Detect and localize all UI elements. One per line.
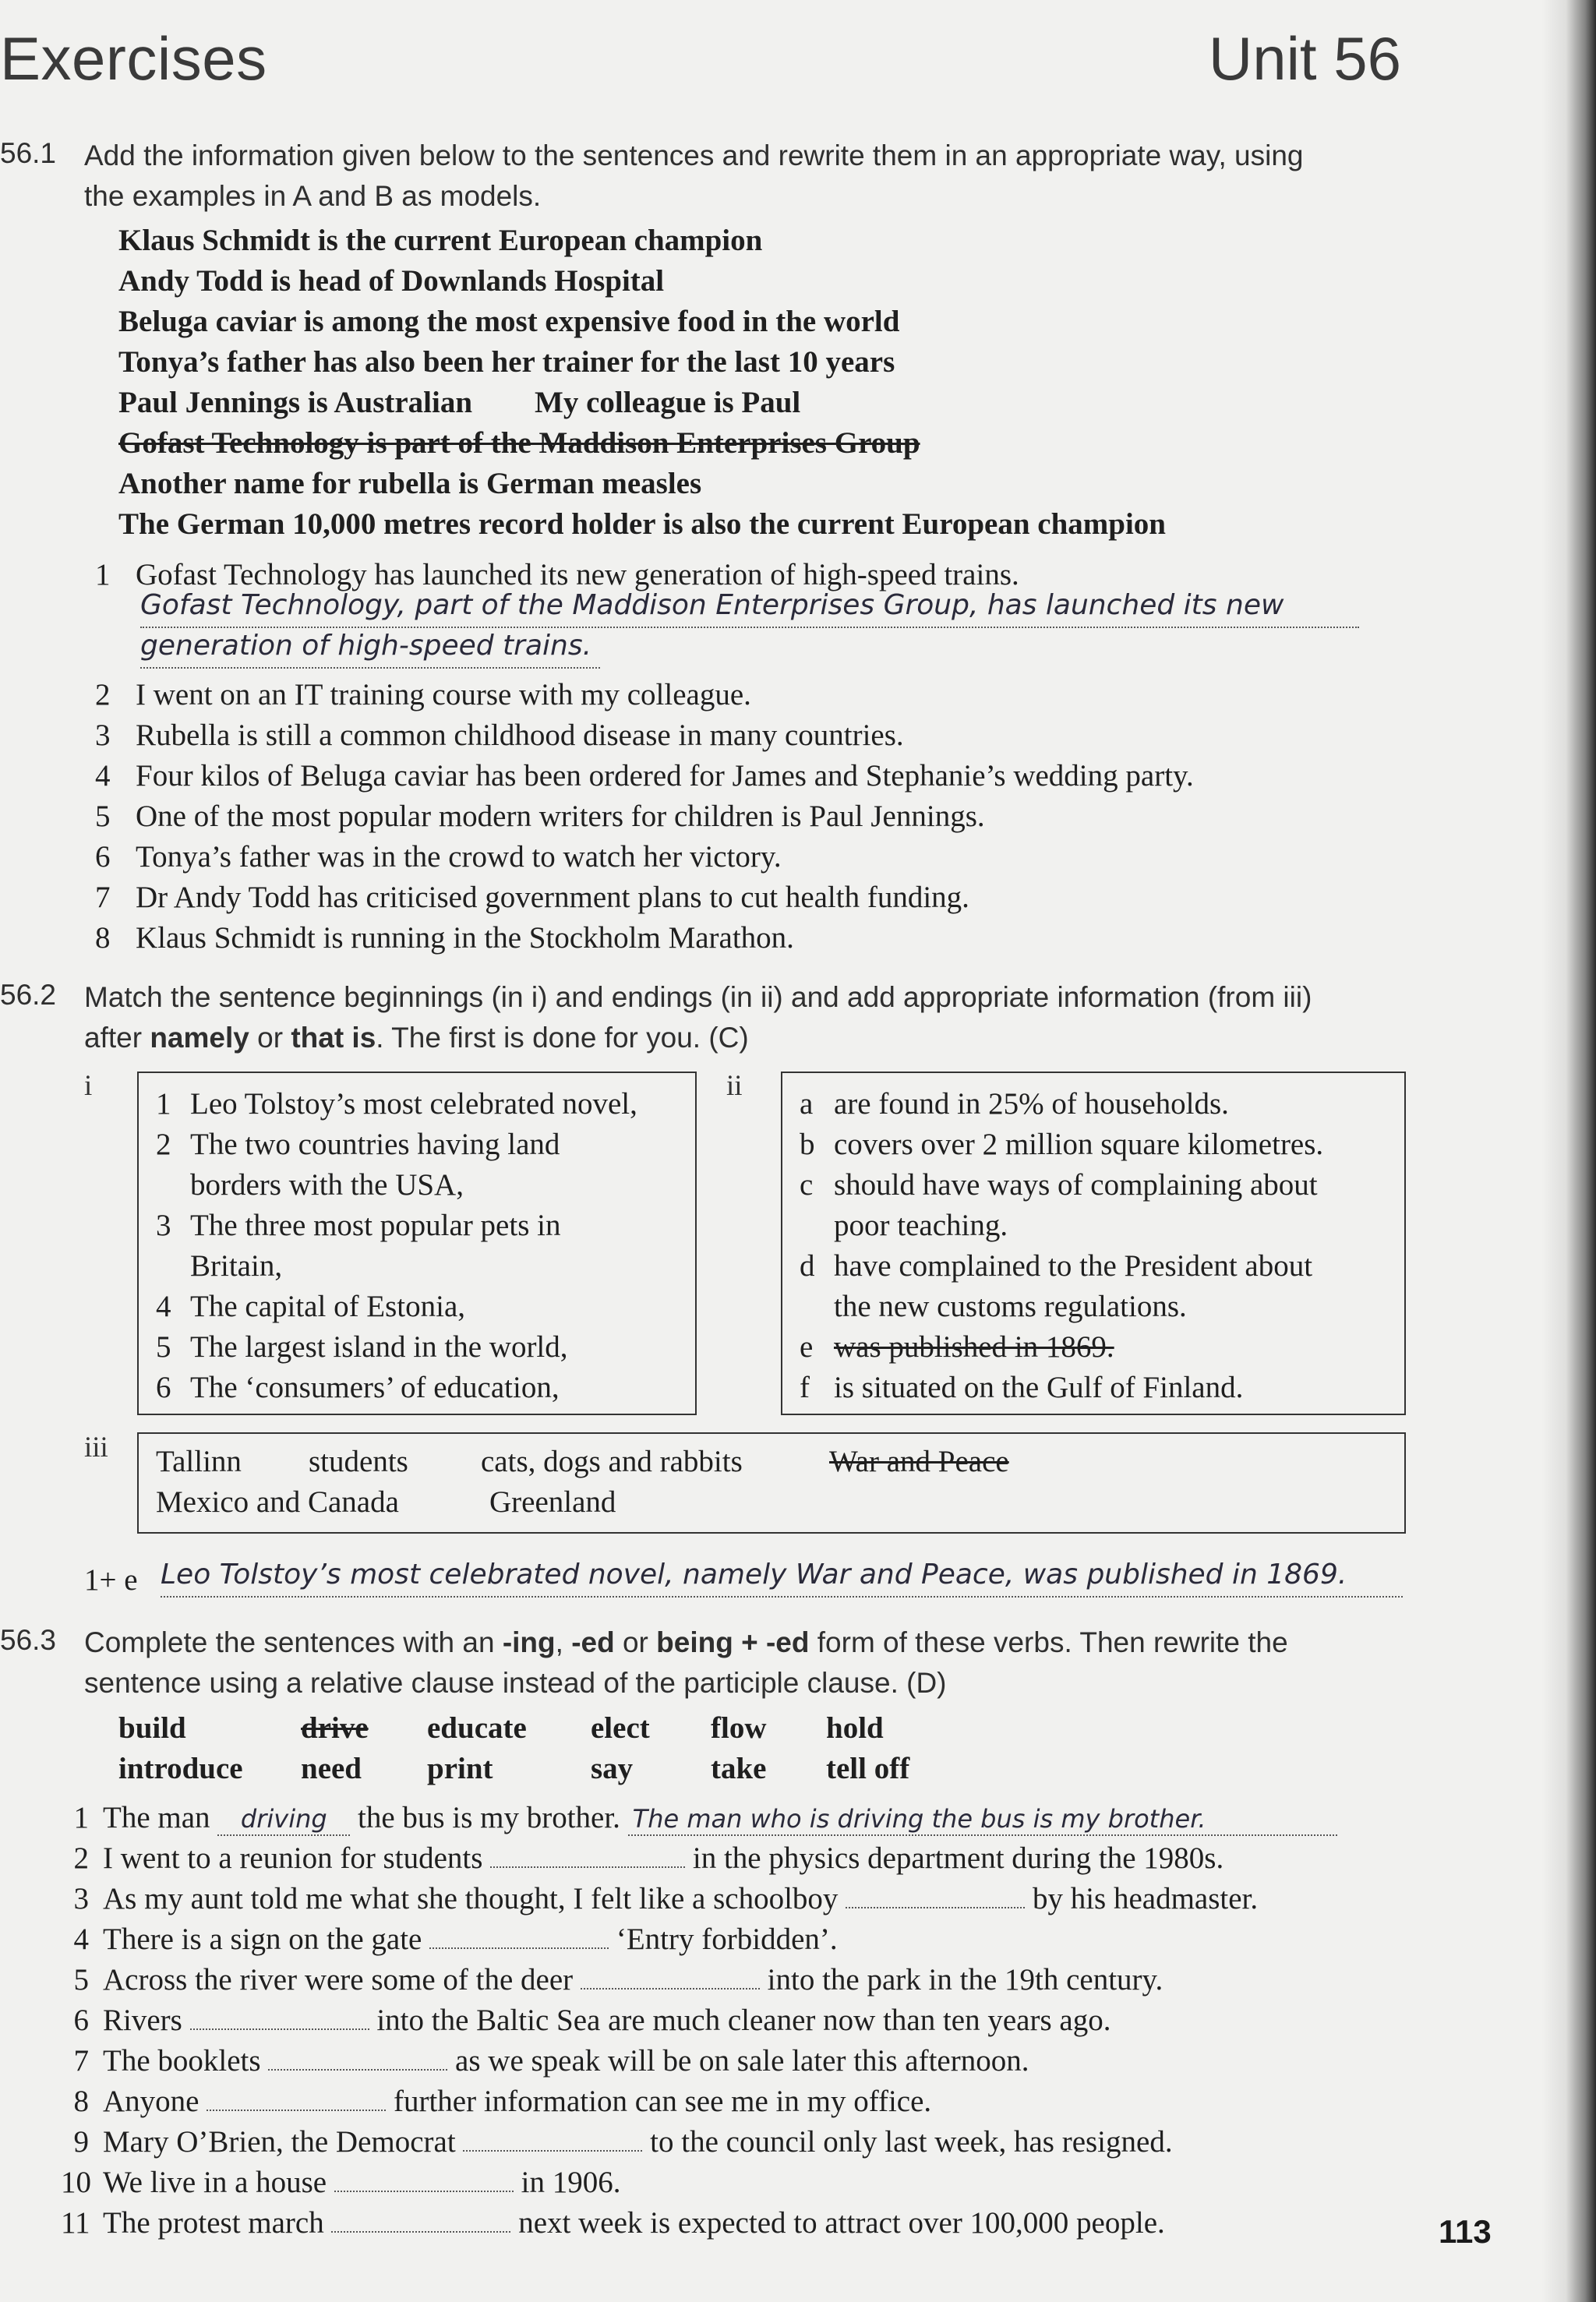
verb: tell off: [826, 1752, 910, 1785]
question: 2 I went on an IT training course with my colleague.: [95, 678, 751, 711]
question-list: [62, 675, 1403, 959]
ending-item: b covers over 2 million square kilometres.: [800, 1128, 1324, 1161]
verb: say: [591, 1752, 634, 1785]
exercise-number: 56.2: [0, 979, 57, 1011]
verb: take: [711, 1752, 767, 1785]
info-words-box: [137, 1432, 1406, 1534]
info-item-part: My colleague is Paul: [535, 386, 801, 419]
exercise-instruction: Complete the sentences with an -ing, -ed or being + -ed form of these verbs. Then rewrite the sentence using a relative clause instead of the participle clause. (D): [84, 1626, 1288, 1699]
example-label: 1+ e: [84, 1563, 138, 1597]
info-words-row: [156, 1482, 1387, 1523]
answer-line[interactable]: [140, 627, 600, 669]
question: 4 Four kilos of Beluga caviar has been ordered for James and Stephanie’s wedding party.: [95, 759, 1194, 793]
ending-item: f is situated on the Gulf of Finland.: [800, 1371, 1244, 1404]
info-item: Beluga caviar is among the most expensive food in the world: [118, 305, 900, 338]
info-item-struck: Gofast Technology is part of the Maddison Enterprises Group: [118, 426, 920, 460]
exercise-instruction: Match the sentence beginnings (in i) and endings (in ii) and add appropriate information (from iii) after namely or that is. The first is done for you. (C): [84, 981, 1312, 1054]
question: 1 Gofast Technology has launched its new generation of high-speed trains.: [95, 558, 1019, 591]
info-word: cats, dogs and rabbits: [481, 1445, 743, 1478]
blank[interactable]: [190, 2002, 369, 2030]
info-word: Greenland: [489, 1485, 616, 1519]
question: 5 One of the most popular modern writers for children is Paul Jennings.: [95, 800, 985, 833]
info-item: Andy Todd is head of Downlands Hospital: [118, 264, 665, 298]
info-item: Another name for rubella is German measles: [118, 467, 702, 500]
handwritten-answer: Gofast Technology, part of the Maddison Enterprises Group, has launched its new: [140, 589, 1284, 621]
endings-box: [781, 1072, 1406, 1415]
beginning-item: 2 The two countries having land: [156, 1128, 560, 1161]
info-item: [118, 383, 1365, 423]
info-word-struck: War and Peace: [829, 1445, 1009, 1478]
question: 5 Across the river were some of the deer into the park in the 19th century.: [73, 1963, 1163, 1997]
question: 10 We live in a house in 1906.: [61, 2166, 621, 2199]
info-item-part: Paul Jennings is Australian: [118, 386, 473, 419]
blank[interactable]: [331, 2205, 510, 2233]
verb: print: [427, 1752, 493, 1785]
ending-item: a are found in 25% of households.: [800, 1087, 1229, 1121]
question: 9 Mary O’Brien, the Democrat to the council only last week, has resigned.: [73, 2125, 1173, 2159]
info-words-row: [156, 1442, 1387, 1482]
blank[interactable]: [207, 2083, 386, 2111]
beginnings-box: [137, 1072, 697, 1415]
question: 8 Anyone further information can see me in my office.: [73, 2085, 932, 2118]
info-item: The German 10,000 metres record holder is also the current European champion: [118, 507, 1166, 541]
page-number: 113: [1439, 2213, 1492, 2250]
verb: elect: [591, 1711, 650, 1745]
question: 11 The protest march next week is expected to attract over 100,000 people.: [61, 2206, 1165, 2240]
column-label-iii: iii: [84, 1432, 108, 1463]
page-title: Exercises: [0, 24, 267, 93]
blank[interactable]: [846, 1880, 1025, 1908]
answer-line[interactable]: [140, 586, 1359, 628]
verb-row: [118, 1749, 1132, 1789]
info-word: Mexico and Canada: [156, 1485, 399, 1519]
ending-item-cont: the new customs regulations.: [834, 1290, 1187, 1323]
ending-item: d have complained to the President about: [800, 1249, 1313, 1283]
blank[interactable]: [490, 1840, 685, 1868]
beginning-item: 1 Leo Tolstoy’s most celebrated novel,: [156, 1087, 637, 1121]
question: 8 Klaus Schmidt is running in the Stockholm Marathon.: [95, 921, 794, 955]
handwritten-answer: Leo Tolstoy’s most celebrated novel, namely War and Peace, was published in 1869.: [161, 1559, 1347, 1591]
page-edge-shadow: [1541, 0, 1596, 2302]
question: 3 As my aunt told me what she thought, I felt like a schoolboy by his headmaster.: [73, 1882, 1259, 1915]
question: 3 Rubella is still a common childhood disease in many countries.: [95, 718, 904, 752]
question: 1 The man driving the bus is my brother. The man who is driving the bus is my brother.: [56, 1798, 1396, 1838]
column-label-ii: ii: [726, 1070, 743, 1102]
info-list: [118, 221, 1365, 545]
beginning-item-cont: Britain,: [190, 1249, 283, 1283]
column-label-i: i: [84, 1070, 93, 1102]
beginning-item: 4 The capital of Estonia,: [156, 1290, 466, 1323]
verb: flow: [711, 1711, 767, 1745]
ending-item-cont: poor teaching.: [834, 1209, 1008, 1242]
info-word: Tallinn: [156, 1445, 242, 1478]
ending-item-struck: e was published in 1869.: [800, 1330, 1114, 1364]
exercise-number: 56.3: [0, 1624, 57, 1656]
question: 6 Rivers into the Baltic Sea are much cleaner now than ten years ago.: [73, 2004, 1111, 2037]
info-word: students: [309, 1445, 408, 1478]
verb: hold: [826, 1711, 884, 1745]
unit-label: Unit 56: [1208, 24, 1401, 93]
verb: need: [301, 1752, 362, 1785]
blank[interactable]: [463, 2124, 642, 2152]
beginning-item: 5 The largest island in the world,: [156, 1330, 568, 1364]
beginning-item: 6 The ‘consumers’ of education,: [156, 1371, 560, 1404]
question-list: [56, 1798, 1396, 2244]
handwritten-answer: generation of high-speed trains.: [140, 630, 592, 662]
blank[interactable]: [429, 1921, 609, 1949]
verb: educate: [427, 1711, 527, 1745]
exercise-instruction: Add the information given below to the sentences and rewrite them in an appropriate way, using the examples in A and B as models.: [84, 139, 1304, 212]
verb: build: [118, 1711, 186, 1745]
blank-answer[interactable]: The man who is driving the bus is my brother.: [628, 1803, 1337, 1836]
answer-line[interactable]: [161, 1555, 1403, 1598]
question: 7 Dr Andy Todd has criticised government plans to cut health funding.: [95, 881, 969, 914]
ending-item: c should have ways of complaining about: [800, 1168, 1318, 1202]
question: 7 The booklets as we speak will be on sale later this afternoon.: [73, 2044, 1029, 2078]
question: 6 Tonya’s father was in the crowd to watch her victory.: [95, 840, 782, 874]
beginning-item-cont: borders with the USA,: [190, 1168, 464, 1202]
blank-filled[interactable]: driving: [217, 1803, 350, 1836]
blank[interactable]: [581, 1961, 760, 1990]
blank[interactable]: [334, 2164, 514, 2192]
exercise-number: 56.1: [0, 137, 57, 169]
verb-list: [118, 1708, 1132, 1789]
verb-struck: drive: [301, 1711, 369, 1745]
question: 2 I went to a reunion for students in the physics department during the 1980s.: [73, 1841, 1224, 1875]
question: 4 There is a sign on the gate ‘Entry forbidden’.: [73, 1922, 838, 1956]
verb-row: [118, 1708, 1132, 1749]
blank[interactable]: [268, 2042, 447, 2071]
verb: introduce: [118, 1752, 243, 1785]
info-item: Tonya’s father has also been her trainer for the last 10 years: [118, 345, 895, 379]
info-item: Klaus Schmidt is the current European champion: [118, 224, 763, 257]
beginning-item: 3 The three most popular pets in: [156, 1209, 561, 1242]
